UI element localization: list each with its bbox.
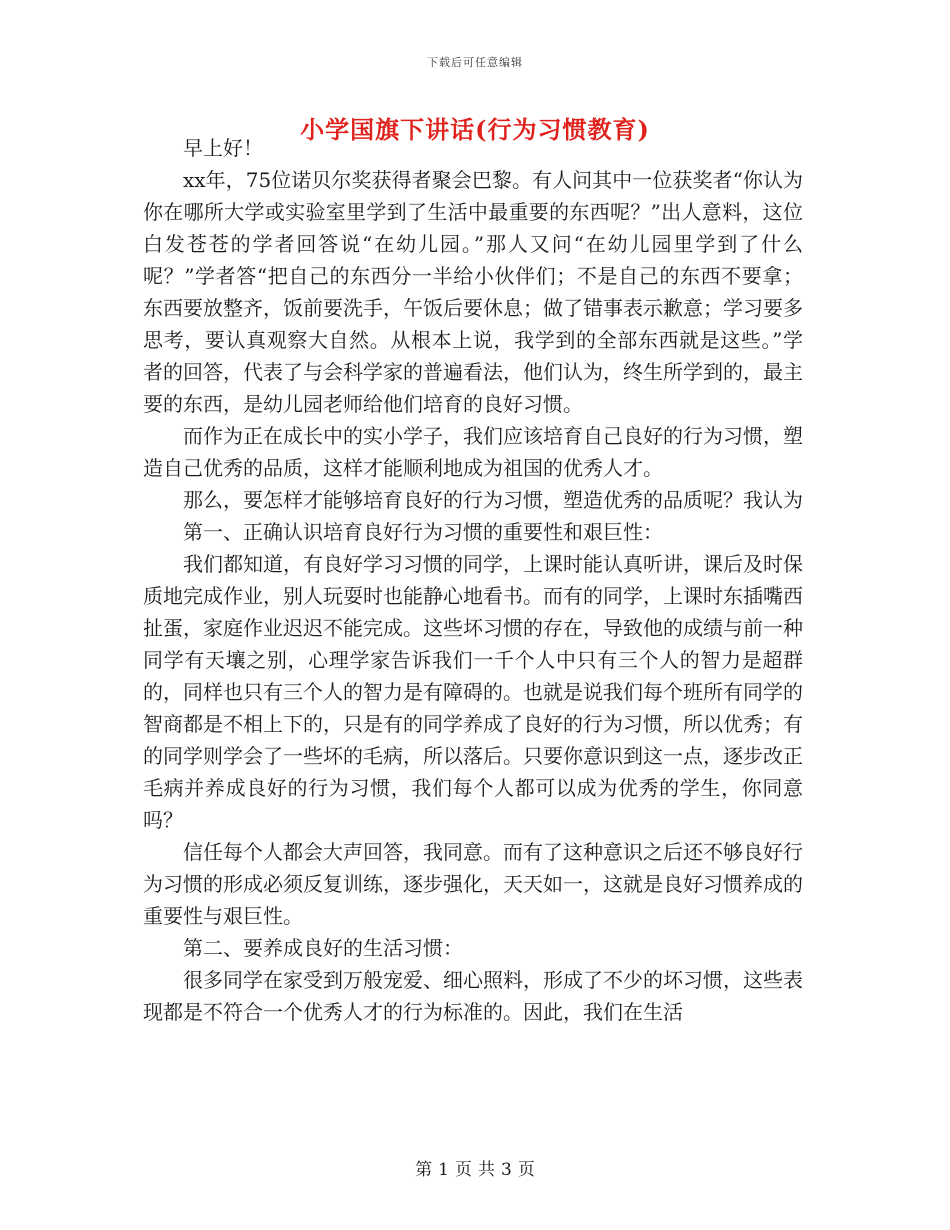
paragraph: xx年，75位诺贝尔奖获得者聚会巴黎。有人问其中一位获奖者“你认为你在哪所大学或实验室里学到了生活中最重要的东西呢？”出人意料，这位白发苍苍的学者回答说“在幼儿园。”那人又问“在幼儿园里学到了什么呢？”学者答“把自己的东西分一半给小伙伴们；不是自己的东西不要拿；东西要放整齐，饭前要洗手，午饭后要休息；做了错事表示歉意；学习要多思考，要认真观察大自然。从根本上说，我学到的全部东西就是这些。”学者的回答，代表了与会科学家的普遍看法，他们认为，终生所学到的，最主要的东西，是幼儿园老师给他们培育的良好习惯。: [143, 168, 803, 416]
paragraph: 那么，要怎样才能够培育良好的行为习惯，塑造优秀的品质呢？我认为: [183, 488, 803, 512]
footer-suffix: 页: [517, 1160, 535, 1180]
paragraph: 很多同学在家受到万般宠爱、细心照料，形成了不少的坏习惯，这些表现都是不符合一个优秀人才的行为标准的。因此，我们在生活: [143, 968, 803, 1024]
total-page-count: 3: [501, 1160, 512, 1180]
paragraph-greeting: 早上好！: [183, 136, 263, 160]
section-heading: 第一、正确认识培育良好行为习惯的重要性和艰巨性：: [183, 520, 663, 544]
section-heading: 第二、要养成良好的生活习惯：: [183, 936, 463, 960]
footer-prefix: 第: [415, 1160, 433, 1180]
footer-of: 共: [478, 1160, 495, 1180]
paragraph: 而作为正在成长中的实小学子，我们应该培育自己良好的行为习惯，塑造自己优秀的品质，这样才能顺利地成为祖国的优秀人才。: [143, 424, 803, 480]
footer-middle: 页: [455, 1160, 472, 1180]
document-title: 小学国旗下讲话(行为习惯教育): [300, 115, 650, 144]
page-number-footer: [0, 1155, 950, 1180]
current-page-number: 1: [438, 1160, 449, 1180]
paragraph: 信任每个人都会大声回答，我同意。而有了这种意识之后还不够良好行为习惯的形成必须反复训练，逐步强化，天天如一，这就是良好习惯养成的重要性与艰巨性。: [143, 840, 803, 928]
page-header-note: 下载后可任意编辑: [427, 56, 523, 69]
document-body: [143, 132, 803, 1028]
paragraph: 我们都知道，有良好学习习惯的同学，上课时能认真听讲，课后及时保质地完成作业，别人玩耍时也能静心地看书。而有的同学，上课时东插嘴西扯蛋，家庭作业迟迟不能完成。这些坏习惯的存在，导致他的成绩与前一种同学有天壤之别，心理学家告诉我们一千个人中只有三个人的智力是超群的，同样也只有三个人的智力是有障碍的。也就是说我们每个班所有同学的智商都是不相上下的，只是有的同学养成了良好的行为习惯，所以优秀；有的同学则学会了一些坏的毛病，所以落后。只要你意识到这一点，逐步改正毛病并养成良好的行为习惯，我们每个人都可以成为优秀的学生，你同意吗？: [143, 552, 803, 832]
